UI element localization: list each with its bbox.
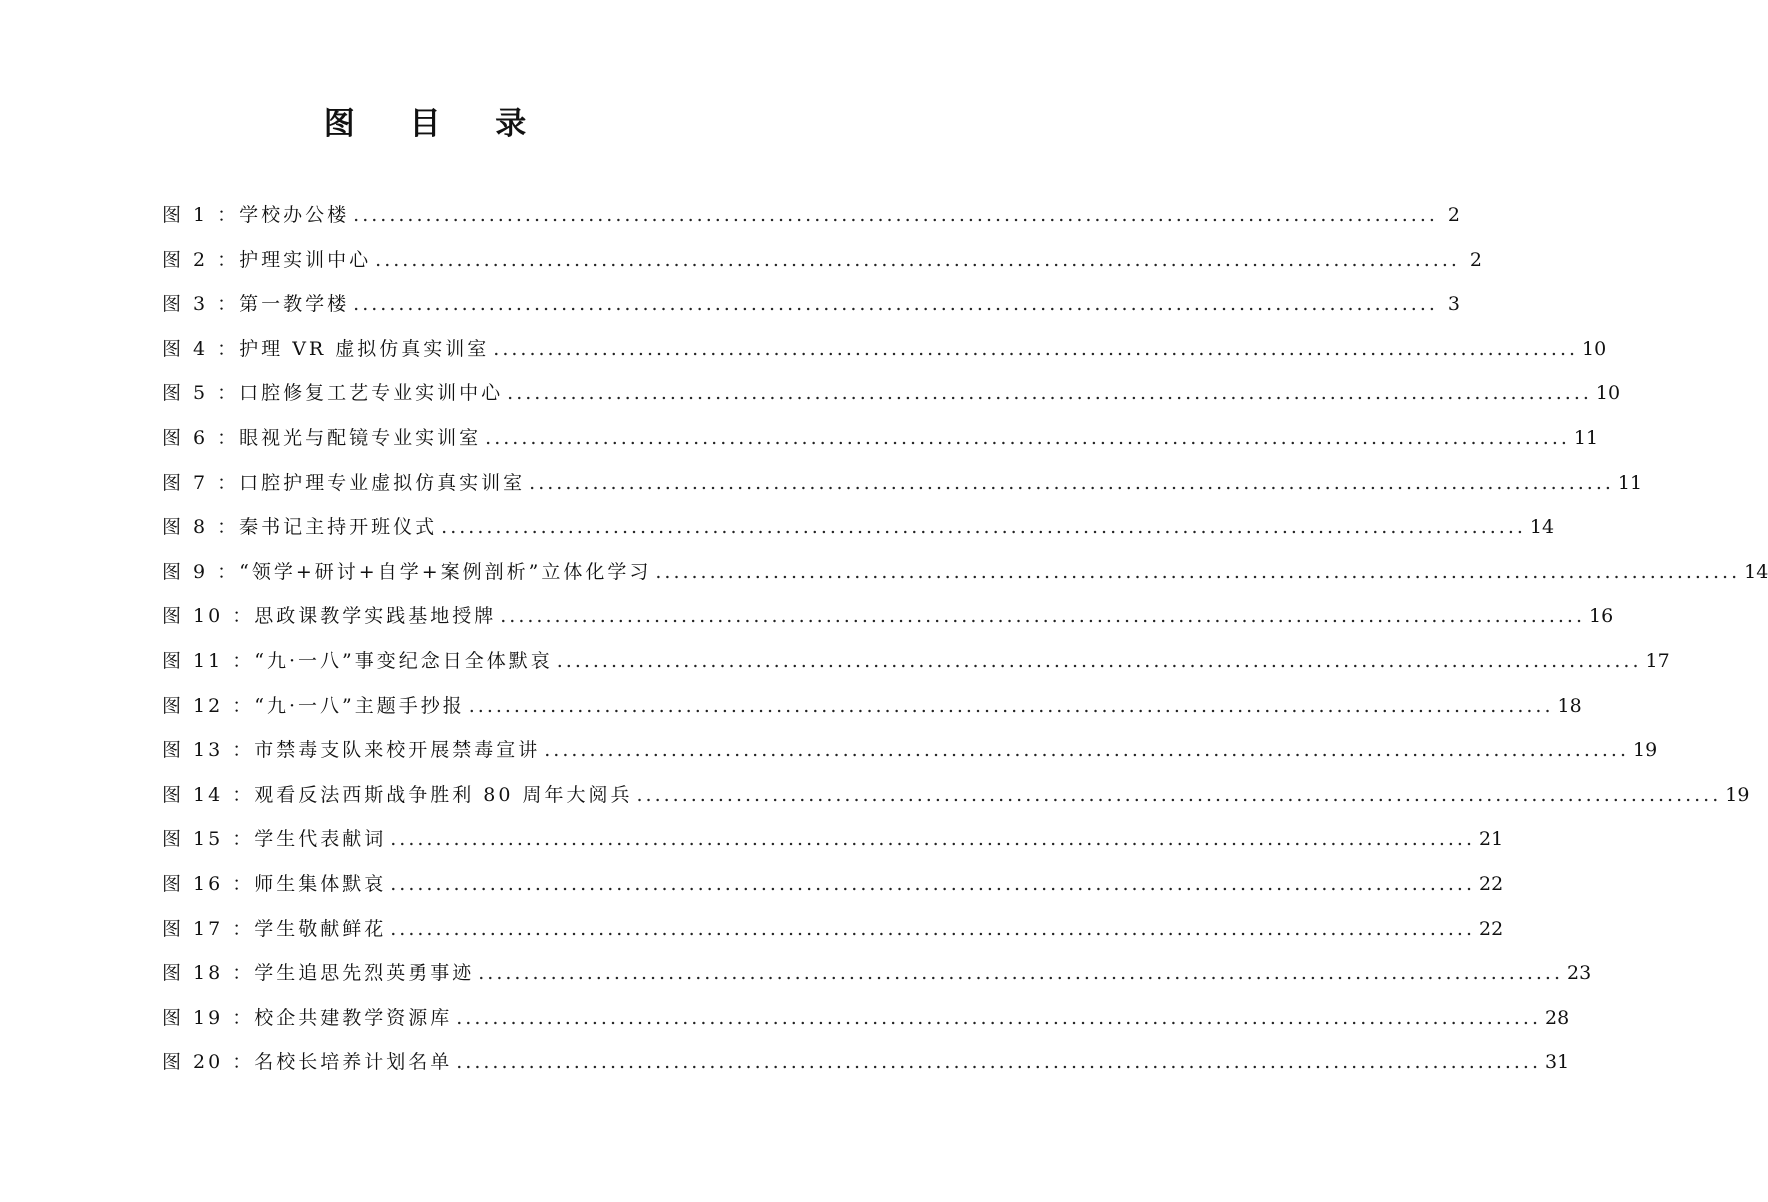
- toc-entry[interactable]: [162, 505, 1555, 550]
- dot-leader: ........................................................................................................................: [468, 694, 1554, 717]
- dot-leader: ........................................................................................................................: [456, 1051, 1542, 1074]
- entry-label: 图 15 ：学生代表献词: [162, 828, 387, 851]
- entry-page-number: 2: [1447, 204, 1460, 226]
- dot-leader: ........................................................................................................................: [507, 382, 1592, 405]
- dot-leader: ........................................................................................................................: [485, 426, 1570, 449]
- entry-page-number: 22: [1479, 917, 1504, 940]
- entry-label: 图 14 ：观看反法西斯战争胜利 80 周年大阅兵: [162, 783, 633, 806]
- entry-page-number: 31: [1545, 1051, 1570, 1074]
- entry-page-number: 17: [1645, 649, 1670, 672]
- entry-label: 图 6 ：眼视光与配镜专业实训室: [162, 426, 482, 449]
- toc-entry[interactable]: [162, 238, 1482, 283]
- dot-leader: ........................................................................................................................: [390, 917, 1476, 940]
- entry-label: 图 12 ：“九·一八”主题手抄报: [162, 694, 465, 717]
- toc-entry[interactable]: [162, 371, 1621, 416]
- toc-entry[interactable]: [162, 907, 1504, 952]
- toc-entry[interactable]: [162, 193, 1460, 238]
- toc-entry[interactable]: [162, 1040, 1570, 1085]
- entry-page-number: 22: [1479, 872, 1504, 895]
- toc-entry[interactable]: [162, 996, 1570, 1041]
- dot-leader: ........................................................................................................................: [353, 204, 1438, 226]
- toc-entry[interactable]: [162, 550, 1768, 595]
- entry-page-number: 19: [1725, 783, 1750, 806]
- entry-page-number: 23: [1567, 962, 1592, 985]
- toc-entry[interactable]: [162, 773, 1750, 818]
- toc-entry[interactable]: [162, 639, 1670, 684]
- dot-leader: ........................................................................................................................: [441, 516, 1526, 539]
- toc-entry[interactable]: [162, 684, 1582, 729]
- entry-page-number: 3: [1447, 293, 1460, 316]
- entry-label: 图 5 ：口腔修复工艺专业实训中心: [162, 382, 504, 405]
- toc-entry[interactable]: [162, 282, 1460, 327]
- dot-leader: ........................................................................................................................: [529, 471, 1614, 494]
- dot-leader: ........................................................................................................................: [544, 739, 1630, 762]
- entry-label: 图 13 ：市禁毒支队来校开展禁毒宣讲: [162, 739, 541, 762]
- entry-label: 图 7 ：口腔护理专业虚拟仿真实训室: [162, 471, 526, 494]
- entry-page-number: 14: [1529, 516, 1555, 539]
- toc-entry[interactable]: [162, 594, 1614, 639]
- entry-label: 图 11 ：“九·一八”事变纪念日全体默哀: [162, 649, 553, 672]
- dot-leader: ........................................................................................................................: [500, 605, 1586, 628]
- toc-entry[interactable]: [162, 728, 1658, 773]
- toc-entry[interactable]: [162, 416, 1599, 461]
- entry-label: 图 1 ：学校办公楼: [162, 204, 350, 226]
- entry-label: 图 10 ：思政课教学实践基地授牌: [162, 605, 497, 628]
- entry-label: 图 8 ：秦书记主持开班仪式: [162, 516, 438, 539]
- dot-leader: ........................................................................................................................: [493, 337, 1579, 360]
- entry-label: 图 18 ：学生追思先烈英勇事迹: [162, 962, 475, 985]
- entry-page-number: 11: [1573, 426, 1599, 449]
- entry-page-number: 28: [1545, 1006, 1570, 1029]
- entry-page-number: 21: [1479, 828, 1504, 851]
- toc-entry[interactable]: [162, 951, 1592, 996]
- entry-label: 图 19 ：校企共建教学资源库: [162, 1006, 453, 1029]
- toc-entry[interactable]: [162, 817, 1504, 862]
- entry-page-number: 16: [1589, 605, 1614, 628]
- toc-entry[interactable]: [162, 327, 1607, 372]
- entry-page-number: 14: [1744, 560, 1768, 583]
- dot-leader: ........................................................................................................................: [556, 649, 1642, 672]
- dot-leader: ........................................................................................................................: [636, 783, 1722, 806]
- dot-leader: ........................................................................................................................: [353, 293, 1438, 316]
- entry-label: 图 3 ：第一教学楼: [162, 293, 350, 316]
- entry-page-number: 19: [1633, 739, 1658, 762]
- entry-page-number: 10: [1595, 382, 1621, 405]
- entry-label: 图 9 ：“领学+研讨+自学+案例剖析”立体化学习: [162, 560, 652, 583]
- toc-entry[interactable]: [162, 862, 1504, 907]
- entry-label: 图 4 ：护理 VR 虚拟仿真实训室: [162, 337, 490, 360]
- dot-leader: ........................................................................................................................: [655, 560, 1741, 583]
- entry-label: 图 20 ：名校长培养计划名单: [162, 1051, 453, 1074]
- dot-leader: ........................................................................................................................: [478, 962, 1564, 985]
- dot-leader: ........................................................................................................................: [390, 872, 1476, 895]
- toc-entry[interactable]: [162, 461, 1643, 506]
- dot-leader: ........................................................................................................................: [390, 828, 1476, 851]
- entry-label: 图 16 ：师生集体默哀: [162, 872, 387, 895]
- entry-page-number: 11: [1617, 471, 1643, 494]
- figure-list: [162, 193, 1768, 1085]
- dot-leader: ........................................................................................................................: [375, 248, 1460, 271]
- entry-label: 图 17 ：学生敬献鲜花: [162, 917, 387, 940]
- page-title: 图 目 录: [323, 106, 549, 142]
- entry-page-number: 2: [1469, 248, 1482, 271]
- dot-leader: ........................................................................................................................: [456, 1006, 1542, 1029]
- entry-page-number: 18: [1557, 694, 1582, 717]
- entry-label: 图 2 ：护理实训中心: [162, 248, 372, 271]
- entry-page-number: 10: [1582, 337, 1607, 360]
